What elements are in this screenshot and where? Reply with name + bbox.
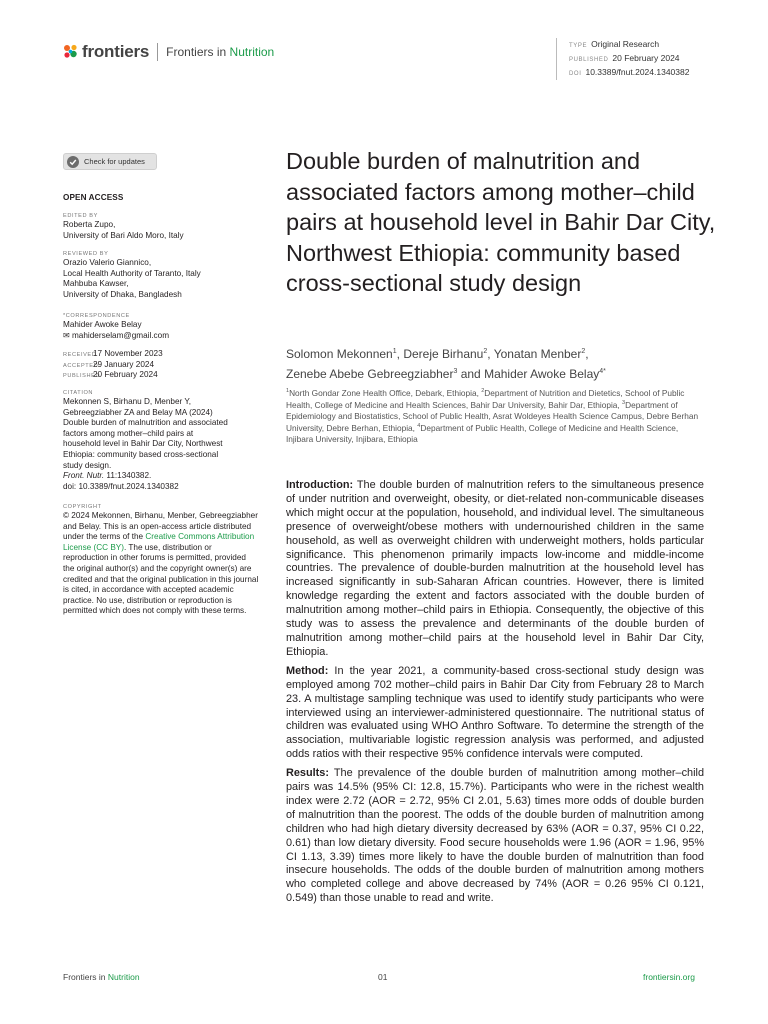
abstract-method: Method: In the year 2021, a community-based cross-sectional study design was employed among 702 mother–child pairs in Bahir Dar City from February 28 to March 23. A multistage sampling technique was used to identify study participants who were interviewed using an interviewer-administered questionnaire. The nutritional status of children was evaluated using WHO Anthro Software. To determine the strength of the association, multivariable logistic regression analysis was performed, and adjusted odds ratios with their respective 95% confidence intervals were computed. xyxy=(286,664,704,761)
check-updates-label: Check for updates xyxy=(84,157,145,166)
author[interactable]: Zenebe Abebe Gebreegziabher$^3$ xyxy=(286,367,458,381)
reviewed-by-section: REVIEWED BY Orazio Valerio Giannico, Local Health Authority of Taranto, Italy Mahbuba Kawser, University of Dhaka, Bangladesh xyxy=(63,251,201,299)
citation-section: CITATION Mekonnen S, Birhanu D, Menber Y, Gebreegziabher ZA and Belay MA (2024) Double burden of malnutrition and associated factors among mother–child pairs at household level in Bahir Dar City, Northwest Ethiopia: community based cross-sectional study design. Front. Nutr. 11:1340382. doi: 10.3389/fnut.2024.1340382 xyxy=(63,389,263,492)
citation-doi[interactable]: doi: 10.3389/fnut.2024.1340382 xyxy=(63,481,179,491)
copyright-section: COPYRIGHT © 2024 Mekonnen, Birhanu, Menber, Gebreegziabher and Belay. This is an open-access article distributed under the terms of the Creative Commons Attribution License (CC BY). The use, distribution or reproduction in other forums is permitted, provided the original author(s) and the copyright owner(s) are credited and that the original publication in this journal is cited, in accordance with accepted academic practice. No use, distribution or reproduction is permitted which does not comply with these terms. xyxy=(63,504,259,616)
meta-doi: DOI 10.3389/fnut.2024.1340382 xyxy=(569,67,690,77)
page-number: 01 xyxy=(378,972,388,982)
cc-license-link[interactable]: Creative Commons Attribution License (CC BY) xyxy=(63,532,255,552)
meta-type: TYPE Original Research xyxy=(569,39,660,49)
edited-by-section: EDITED BY Roberta Zupo, University of Bari Aldo Moro, Italy xyxy=(63,213,184,240)
check-for-updates-button[interactable] xyxy=(63,153,157,170)
author[interactable]: Solomon Mekonnen$^1$ xyxy=(286,347,397,361)
email-link[interactable]: ✉ mahiderselam@gmail.com xyxy=(63,330,170,340)
journal-name[interactable]: Frontiers in Nutrition xyxy=(166,45,275,59)
abstract xyxy=(286,479,704,911)
logo-text: frontiers xyxy=(82,42,150,61)
check-updates-icon xyxy=(67,156,79,168)
meta-published: PUBLISHED 20 February 2024 xyxy=(569,53,680,63)
dates-section: RECEIVED17 November 2023 ACCEPTED29 January 2024 PUBLISHED20 February 2024 xyxy=(63,349,163,380)
author-list: Solomon Mekonnen$^1$, Dereje Birhanu$^2$, Yonatan Menber$^2$, Zenebe Abebe Gebreegziabher$^3$ and Mahider Awoke Belay$^{4*}$ xyxy=(286,347,606,381)
author[interactable]: Yonatan Menber$^2$ xyxy=(493,347,586,361)
author[interactable]: Mahider Awoke Belay$^{4*}$ xyxy=(484,367,606,381)
affiliations: $^1$North Gondar Zone Health Office, Debark, Ethiopia, $^2$Department of Nutrition and Dietetics, School of Public Health, College of Medicine and Health Sciences, Bahir Dar University, Bahir Dar, Ethiopia, $^3$Department of Epidemiology and Biostatistics, School of Public Health, Asrat Woldeyes Health Science Campus, Debre Berhan University, Debre Berhan, Ethiopia, $^4$Department of Public Health, College of Medicine and Health Science, Injibara University, Injibara, Ethiopia xyxy=(286,387,699,444)
article-meta xyxy=(556,38,689,80)
article-title: Double burden of malnutrition and associated factors among mother–child pairs at household level in Bahir Dar City, Northwest Ethiopia: community based cross-sectional study design xyxy=(286,148,716,296)
footer-site-link[interactable]: frontiersin.org xyxy=(643,972,695,982)
abstract-introduction: Introduction: The double burden of malnutrition refers to the simultaneous presence of under nutrition and overweight, obesity, or diet-related non-communicable diseases which might occur at the population, household, and individual level. The simultaneous presence of overweight/obese mothers with undernourished children in the same household, as well as overweight children with underweight mothers, holds particular significance. This phenomenon primarily impacts low-income and middle-income countries. The prevalence of double-burden malnutrition at the household level has increased significantly in sub-Saharan African countries. However, there is limited knowledge regarding the extent and factors associated with the double burden of malnutrition among mother–child pairs in Ethiopia. Consequently, the objective of this study was to assess the prevalence and determinants of the double burden of malnutrition among mother–child pairs at the household level in Bahir Dar City, Ethiopia. xyxy=(286,479,704,658)
frontiers-logo-icon xyxy=(63,44,79,60)
frontiers-logo[interactable] xyxy=(63,41,274,63)
footer-journal: Frontiers in Nutrition xyxy=(63,972,140,982)
author[interactable]: Dereje Birhanu$^2$ xyxy=(403,347,488,361)
correspondence-section: *CORRESPONDENCE Mahider Awoke Belay ✉ mahiderselam@gmail.com xyxy=(63,312,263,341)
logo-divider xyxy=(157,43,158,61)
abstract-results: Results: The prevalence of the double burden of malnutrition among mother–child pairs was 14.5% (95% CI: 12.8, 15.7%). Participants who were in the richest wealth index were 2.72 (AOR = 2.72, 95% CI 2.01, 5.63) times more odds of double burden of malnutrition than the poorest. The odds of the double burden of malnutrition among children who had high dietary diversity decreased by 63% (AOR = 0.37, 95% CI 0.22, 0.61) than low dietary diversity. Food secure households were 1.96 (AOR = 1.96, 95% CI 1.13, 3.39) times more likely to have the double burden of malnutrition than food insecure households. The odds of the double burden of malnutrition among mothers who completed college and above decreased by 74% (AOR = 0.26 95% CI 0.121, 0.549) than those unable to read and write. xyxy=(286,767,704,905)
envelope-icon: ✉ xyxy=(63,330,70,340)
open-access-label: OPEN ACCESS xyxy=(63,193,124,202)
